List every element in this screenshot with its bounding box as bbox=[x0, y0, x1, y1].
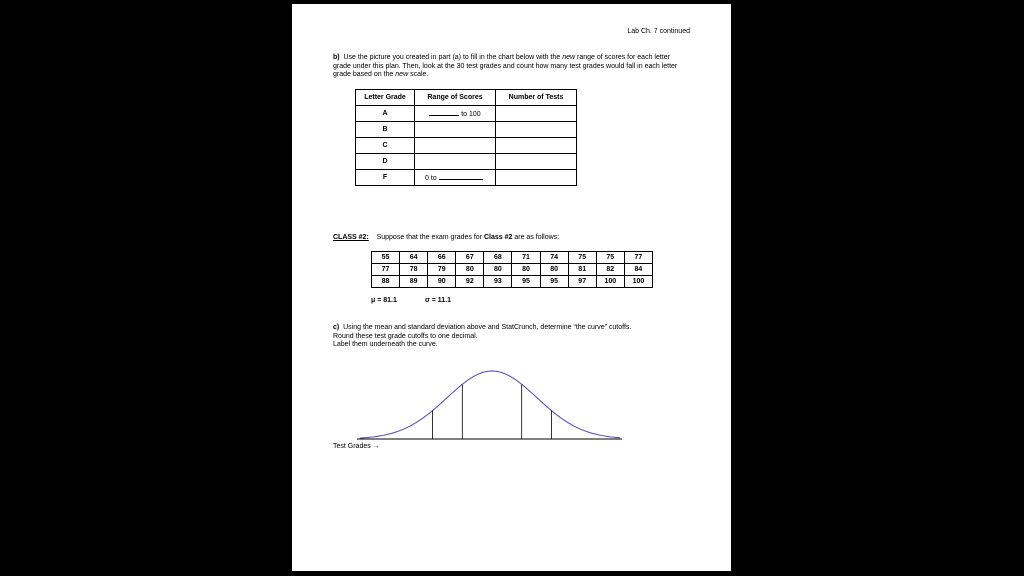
part-b-em-2: new bbox=[395, 71, 409, 78]
count-cell[interactable] bbox=[496, 122, 577, 138]
class2-label: CLASS #2: bbox=[333, 234, 369, 241]
class2-intro bbox=[333, 234, 693, 243]
count-cell[interactable] bbox=[496, 138, 577, 154]
page-header: Lab Ch. 7 continued bbox=[627, 28, 690, 35]
grade-cell: A bbox=[356, 106, 415, 122]
header-letter-grade: Letter Grade bbox=[356, 90, 415, 106]
count-cell[interactable] bbox=[496, 154, 577, 170]
table-row bbox=[356, 154, 577, 170]
score-cell: 80 bbox=[484, 264, 512, 276]
range-cell[interactable] bbox=[415, 170, 496, 186]
grade-cell: B bbox=[356, 122, 415, 138]
table-row bbox=[356, 106, 577, 122]
table-header-row bbox=[356, 90, 577, 106]
cutoff-lines bbox=[433, 384, 552, 439]
score-cell: 75 bbox=[596, 252, 624, 264]
score-cell: 90 bbox=[428, 276, 456, 288]
score-cell: 81 bbox=[568, 264, 596, 276]
class2-text-2: are as follows: bbox=[514, 234, 560, 241]
range-text: to 100 bbox=[461, 111, 481, 118]
class2-text-1: Suppose that the exam grades for bbox=[376, 234, 483, 241]
score-cell: 66 bbox=[428, 252, 456, 264]
part-b-text-1: Use the picture you created in part (a) to fill in the chart below with the bbox=[343, 54, 561, 61]
score-cell: 89 bbox=[400, 276, 428, 288]
table-row bbox=[372, 264, 653, 276]
score-cell: 95 bbox=[512, 276, 540, 288]
score-cell: 80 bbox=[540, 264, 568, 276]
fill-blank[interactable] bbox=[429, 109, 459, 116]
grade-cell: C bbox=[356, 138, 415, 154]
table-row bbox=[356, 138, 577, 154]
score-cell: 79 bbox=[428, 264, 456, 276]
part-b-em-1: new bbox=[562, 54, 576, 61]
part-c-line-3: Label them underneath the curve. bbox=[333, 341, 438, 348]
range-text: 0 to bbox=[425, 175, 437, 182]
score-cell: 97 bbox=[568, 276, 596, 288]
count-cell[interactable] bbox=[496, 106, 577, 122]
part-c-instructions bbox=[333, 324, 693, 350]
grade-range-table bbox=[355, 89, 577, 186]
count-cell[interactable] bbox=[496, 170, 577, 186]
bell-curve bbox=[360, 371, 620, 438]
mean-value: μ = 81.1 bbox=[371, 297, 397, 304]
score-cell: 92 bbox=[456, 276, 484, 288]
score-cell: 78 bbox=[400, 264, 428, 276]
score-cell: 95 bbox=[540, 276, 568, 288]
score-cell: 74 bbox=[540, 252, 568, 264]
std-dev-value: σ = 11.1 bbox=[425, 297, 452, 304]
score-cell: 100 bbox=[624, 276, 652, 288]
range-cell[interactable] bbox=[415, 122, 496, 138]
range-cell[interactable] bbox=[415, 106, 496, 122]
score-cell: 77 bbox=[372, 264, 400, 276]
score-cell: 93 bbox=[484, 276, 512, 288]
part-c-text-1: Using the mean and standard deviation above and StatCrunch, determine “the curve” cutoffs. bbox=[343, 324, 632, 331]
grade-cell: F bbox=[356, 170, 415, 186]
part-c-label: c) bbox=[333, 324, 340, 331]
score-cell: 84 bbox=[624, 264, 652, 276]
table-row bbox=[372, 276, 653, 288]
part-b-text-3: scale. bbox=[410, 71, 429, 78]
score-cell: 100 bbox=[596, 276, 624, 288]
axis-label: Test Grades → bbox=[333, 443, 380, 450]
score-cell: 88 bbox=[372, 276, 400, 288]
part-b-text-2: range of scores for each letter grade under this plan. Then, look at the 30 test grades and count how many test grades would fall in each letter grade based on the bbox=[333, 54, 678, 78]
part-c-line-2: Round these test grade cutoffs to one decimal. bbox=[333, 332, 478, 340]
score-cell: 82 bbox=[596, 264, 624, 276]
exam-scores-table bbox=[371, 251, 653, 288]
score-cell: 80 bbox=[456, 264, 484, 276]
grade-cell: D bbox=[356, 154, 415, 170]
fill-blank[interactable] bbox=[439, 173, 483, 180]
score-cell: 68 bbox=[484, 252, 512, 264]
table-row bbox=[372, 252, 653, 264]
score-cell: 67 bbox=[456, 252, 484, 264]
header-number-of-tests: Number of Tests bbox=[496, 90, 577, 106]
score-cell: 75 bbox=[568, 252, 596, 264]
score-cell: 64 bbox=[400, 252, 428, 264]
worksheet-page bbox=[292, 4, 731, 571]
header-range-of-scores: Range of Scores bbox=[415, 90, 496, 106]
score-cell: 55 bbox=[372, 252, 400, 264]
table-row bbox=[356, 122, 577, 138]
part-b-instructions bbox=[333, 54, 688, 80]
range-cell[interactable] bbox=[415, 138, 496, 154]
score-cell: 71 bbox=[512, 252, 540, 264]
table-row bbox=[356, 170, 577, 186]
class2-bold: Class #2 bbox=[484, 234, 513, 241]
normal-curve bbox=[352, 364, 632, 444]
part-c-line-1 bbox=[333, 324, 693, 333]
score-cell: 80 bbox=[512, 264, 540, 276]
range-cell[interactable] bbox=[415, 154, 496, 170]
part-b-label: b) bbox=[333, 54, 340, 61]
score-cell: 77 bbox=[624, 252, 652, 264]
